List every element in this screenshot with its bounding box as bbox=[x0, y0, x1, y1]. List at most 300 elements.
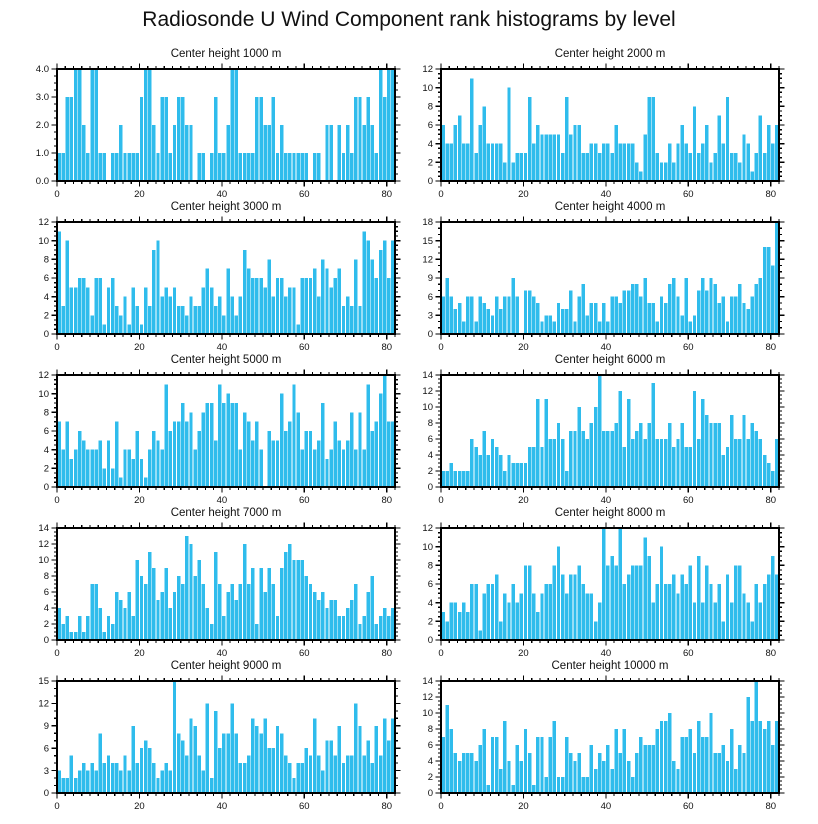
bar bbox=[577, 407, 580, 487]
y-tick-label: 4 bbox=[427, 450, 433, 462]
x-tick-label: 60 bbox=[683, 801, 694, 809]
bar bbox=[549, 737, 552, 793]
bar bbox=[247, 269, 250, 334]
bar bbox=[292, 778, 295, 793]
bar bbox=[540, 737, 543, 793]
bar bbox=[705, 565, 708, 640]
y-tick-label: 12 bbox=[38, 370, 49, 382]
bar bbox=[177, 306, 180, 334]
bar bbox=[173, 422, 176, 487]
bar bbox=[734, 297, 737, 334]
bar bbox=[74, 69, 77, 181]
bar bbox=[268, 431, 271, 487]
bar bbox=[445, 621, 448, 640]
bar bbox=[193, 726, 196, 793]
bar bbox=[144, 69, 147, 181]
bar bbox=[594, 621, 597, 640]
bar bbox=[499, 309, 502, 334]
bar bbox=[367, 741, 370, 793]
bar bbox=[169, 153, 172, 181]
bars-group bbox=[441, 375, 778, 487]
bar bbox=[127, 325, 130, 334]
bar bbox=[722, 144, 725, 181]
bar bbox=[483, 593, 486, 640]
bar bbox=[115, 592, 118, 640]
bar bbox=[656, 584, 659, 640]
bar bbox=[491, 144, 494, 181]
x-tick-label: 80 bbox=[765, 801, 777, 809]
bar bbox=[222, 733, 225, 793]
bar bbox=[247, 153, 250, 181]
bar bbox=[136, 153, 139, 181]
bar bbox=[132, 287, 135, 334]
bar bbox=[610, 297, 613, 334]
bar bbox=[354, 703, 357, 793]
bars-group bbox=[441, 78, 778, 181]
x-tick-label: 20 bbox=[518, 342, 529, 350]
bar bbox=[763, 584, 766, 640]
bar bbox=[66, 422, 69, 487]
y-tick-label: 6 bbox=[427, 291, 433, 303]
bar bbox=[74, 632, 77, 640]
bar bbox=[701, 399, 704, 487]
bar bbox=[693, 391, 696, 487]
bar bbox=[771, 471, 774, 487]
histogram-plot-1000m bbox=[17, 45, 417, 197]
bar bbox=[189, 412, 192, 487]
bar bbox=[202, 287, 205, 334]
bar bbox=[462, 471, 465, 487]
bar bbox=[709, 162, 712, 181]
bar bbox=[701, 278, 704, 334]
bar bbox=[697, 153, 700, 181]
bar bbox=[144, 741, 147, 793]
y-tick-label: 4 bbox=[427, 138, 433, 150]
bar bbox=[590, 144, 593, 181]
bar bbox=[301, 153, 304, 181]
bar bbox=[767, 125, 770, 181]
bar bbox=[354, 450, 357, 487]
bar bbox=[132, 153, 135, 181]
bar bbox=[619, 528, 622, 640]
bar bbox=[664, 584, 667, 640]
bar bbox=[569, 134, 572, 181]
bar bbox=[292, 560, 295, 640]
bar bbox=[185, 125, 188, 181]
bar bbox=[536, 737, 539, 793]
x-tick-label: 40 bbox=[216, 801, 228, 809]
bar bbox=[450, 603, 453, 640]
y-tick-label: 12 bbox=[422, 64, 433, 76]
bar bbox=[631, 284, 634, 334]
bar bbox=[705, 290, 708, 334]
bar bbox=[383, 375, 386, 487]
bar bbox=[111, 763, 114, 793]
bar bbox=[478, 297, 481, 334]
bar bbox=[577, 125, 580, 181]
y-tick-label: 15 bbox=[38, 676, 49, 688]
x-tick-label: 40 bbox=[600, 342, 612, 350]
bar bbox=[614, 125, 617, 181]
bar bbox=[528, 565, 531, 640]
bar bbox=[466, 297, 469, 334]
y-tick-label: 14 bbox=[38, 523, 49, 535]
bar bbox=[346, 440, 349, 487]
bar bbox=[454, 603, 457, 640]
bar bbox=[763, 153, 766, 181]
bar bbox=[746, 144, 749, 181]
bar bbox=[251, 440, 254, 487]
bar bbox=[243, 250, 246, 334]
bar bbox=[767, 463, 770, 487]
y-tick-label: 2 bbox=[427, 466, 433, 478]
bar bbox=[652, 745, 655, 793]
bar bbox=[292, 153, 295, 181]
bar bbox=[301, 450, 304, 487]
bar bbox=[639, 172, 642, 181]
x-tick-label: 80 bbox=[765, 495, 777, 503]
bar bbox=[693, 603, 696, 640]
bar bbox=[210, 778, 213, 793]
bar bbox=[169, 431, 172, 487]
bar bbox=[177, 422, 180, 487]
y-tick-label: 8 bbox=[427, 560, 433, 572]
bar bbox=[676, 144, 679, 181]
bar bbox=[734, 153, 737, 181]
bar bbox=[582, 777, 585, 793]
bar bbox=[152, 250, 155, 334]
bar bbox=[569, 575, 572, 640]
bar bbox=[458, 612, 461, 640]
bar bbox=[193, 450, 196, 487]
bar bbox=[701, 603, 704, 640]
bar bbox=[198, 756, 201, 793]
bar bbox=[590, 593, 593, 640]
histogram-plot-5000m bbox=[17, 351, 417, 503]
bar bbox=[152, 431, 155, 487]
bar bbox=[325, 125, 328, 181]
bar bbox=[107, 440, 110, 487]
bar bbox=[458, 761, 461, 793]
bar bbox=[99, 440, 102, 487]
bar bbox=[317, 297, 320, 334]
bar bbox=[305, 153, 308, 181]
bar bbox=[478, 631, 481, 640]
bar bbox=[598, 153, 601, 181]
bar bbox=[606, 431, 609, 487]
bar bbox=[350, 306, 353, 334]
panel-title: Center height 3000 m bbox=[170, 201, 282, 213]
bar bbox=[362, 450, 365, 487]
x-tick-label: 80 bbox=[381, 648, 393, 656]
bar bbox=[602, 431, 605, 487]
bar bbox=[156, 241, 159, 334]
bar bbox=[214, 97, 217, 181]
bar bbox=[94, 278, 97, 334]
bar bbox=[284, 153, 287, 181]
bar bbox=[165, 97, 168, 181]
bar bbox=[445, 705, 448, 793]
bar bbox=[280, 125, 283, 181]
bar bbox=[160, 297, 163, 334]
bar bbox=[454, 125, 457, 181]
bar bbox=[627, 144, 630, 181]
bar bbox=[660, 721, 663, 793]
x-tick-label: 20 bbox=[134, 801, 145, 809]
bar bbox=[181, 97, 184, 181]
x-tick-label: 60 bbox=[299, 801, 310, 809]
bar bbox=[557, 777, 560, 793]
bar bbox=[309, 278, 312, 334]
bar bbox=[771, 556, 774, 640]
bar bbox=[325, 608, 328, 640]
y-tick-label: 0 bbox=[43, 788, 49, 800]
y-tick-label: 9 bbox=[427, 273, 433, 285]
bar bbox=[763, 729, 766, 793]
bar bbox=[755, 584, 758, 640]
bar bbox=[107, 756, 110, 793]
bar bbox=[206, 608, 209, 640]
bar bbox=[738, 745, 741, 793]
bar bbox=[606, 745, 609, 793]
bar bbox=[561, 153, 564, 181]
bar bbox=[82, 763, 85, 793]
bar bbox=[483, 729, 486, 793]
y-tick-label: 8 bbox=[427, 418, 433, 430]
bar bbox=[516, 603, 519, 640]
bar bbox=[619, 144, 622, 181]
bar bbox=[371, 576, 374, 640]
bar bbox=[668, 144, 671, 181]
bar bbox=[210, 624, 213, 640]
bar bbox=[610, 153, 613, 181]
bar bbox=[148, 748, 151, 793]
bar bbox=[499, 455, 502, 487]
bar bbox=[478, 125, 481, 181]
y-tick-label: 3.0 bbox=[35, 92, 49, 104]
bar bbox=[680, 315, 683, 334]
bar bbox=[540, 447, 543, 487]
bar bbox=[664, 303, 667, 334]
x-tick-label: 60 bbox=[683, 648, 694, 656]
bar bbox=[528, 97, 531, 181]
bar bbox=[276, 726, 279, 793]
bar bbox=[160, 450, 163, 487]
bar bbox=[214, 440, 217, 487]
y-tick-label: 6 bbox=[427, 740, 433, 752]
bar bbox=[647, 97, 650, 181]
bar bbox=[243, 544, 246, 640]
bar bbox=[751, 621, 754, 640]
bar bbox=[503, 721, 506, 793]
bar bbox=[610, 431, 613, 487]
bar bbox=[189, 297, 192, 334]
bar bbox=[301, 278, 304, 334]
y-tick-label: 0 bbox=[427, 788, 433, 800]
bar bbox=[652, 383, 655, 487]
bar bbox=[193, 576, 196, 640]
bar bbox=[610, 556, 613, 640]
bar bbox=[115, 306, 118, 334]
bar bbox=[78, 278, 81, 334]
x-tick-label: 20 bbox=[518, 648, 529, 656]
bar bbox=[371, 763, 374, 793]
bar bbox=[251, 568, 254, 640]
bar bbox=[705, 415, 708, 487]
bars-group bbox=[441, 528, 778, 640]
bar bbox=[516, 153, 519, 181]
bar bbox=[734, 439, 737, 487]
bar bbox=[358, 412, 361, 487]
bar bbox=[751, 423, 754, 487]
bar bbox=[334, 600, 337, 640]
bar bbox=[235, 600, 238, 640]
bar bbox=[119, 315, 122, 334]
bar bbox=[115, 763, 118, 793]
bar bbox=[722, 297, 725, 334]
bar bbox=[450, 144, 453, 181]
bar bbox=[181, 403, 184, 487]
bar bbox=[623, 729, 626, 793]
bar bbox=[86, 287, 89, 334]
bar bbox=[685, 278, 688, 334]
bar bbox=[321, 592, 324, 640]
bar bbox=[239, 763, 242, 793]
bar bbox=[598, 322, 601, 334]
bar bbox=[259, 568, 262, 640]
bar bbox=[627, 575, 630, 640]
bar bbox=[148, 450, 151, 487]
bar bbox=[115, 422, 118, 487]
bar bbox=[701, 144, 704, 181]
bar bbox=[751, 172, 754, 181]
histogram-panel-2000m bbox=[401, 45, 801, 197]
bar bbox=[111, 278, 114, 334]
bar bbox=[730, 153, 733, 181]
bar bbox=[582, 431, 585, 487]
bar bbox=[676, 593, 679, 640]
bar bbox=[169, 771, 172, 793]
bar bbox=[672, 447, 675, 487]
bar bbox=[499, 621, 502, 640]
bar bbox=[362, 231, 365, 334]
bar bbox=[532, 447, 535, 487]
bar bbox=[119, 600, 122, 640]
y-tick-label: 6 bbox=[427, 120, 433, 132]
y-tick-label: 4 bbox=[43, 291, 49, 303]
y-tick-label: 8 bbox=[43, 254, 49, 266]
bar bbox=[156, 600, 159, 640]
bar bbox=[313, 450, 316, 487]
bar bbox=[487, 455, 490, 487]
bar bbox=[598, 603, 601, 640]
bar bbox=[383, 241, 386, 334]
bar bbox=[631, 439, 634, 487]
bar bbox=[160, 97, 163, 181]
y-tick-label: 6 bbox=[43, 743, 49, 755]
bar bbox=[309, 756, 312, 793]
bar bbox=[491, 737, 494, 793]
bars-group bbox=[441, 222, 778, 334]
bar bbox=[251, 278, 254, 334]
bar bbox=[198, 560, 201, 640]
bar bbox=[664, 721, 667, 793]
bars-group bbox=[57, 231, 394, 334]
bar bbox=[334, 756, 337, 793]
bar bbox=[676, 297, 679, 334]
x-tick-label: 40 bbox=[600, 801, 612, 809]
x-tick-label: 0 bbox=[438, 648, 444, 656]
bar bbox=[346, 297, 349, 334]
bar bbox=[375, 153, 378, 181]
bar bbox=[602, 528, 605, 640]
bar bbox=[358, 97, 361, 181]
bar bbox=[610, 769, 613, 793]
bar bbox=[74, 450, 77, 487]
bar bbox=[309, 431, 312, 487]
bar bbox=[623, 290, 626, 334]
bar bbox=[247, 756, 250, 793]
bar bbox=[495, 447, 498, 487]
bar bbox=[350, 153, 353, 181]
bar bbox=[722, 455, 725, 487]
bar bbox=[685, 447, 688, 487]
bar bbox=[594, 407, 597, 487]
bar bbox=[466, 144, 469, 181]
bar bbox=[177, 576, 180, 640]
bar bbox=[272, 440, 275, 487]
bar bbox=[767, 575, 770, 640]
bar bbox=[251, 153, 254, 181]
bar bbox=[582, 584, 585, 640]
bar bbox=[263, 718, 266, 793]
x-tick-label: 0 bbox=[54, 189, 60, 197]
bar bbox=[639, 297, 642, 334]
bar bbox=[643, 745, 646, 793]
x-tick-label: 80 bbox=[381, 189, 393, 197]
bar bbox=[74, 778, 77, 793]
bar bbox=[111, 153, 114, 181]
y-tick-label: 12 bbox=[422, 254, 433, 266]
bar bbox=[276, 153, 279, 181]
bar bbox=[594, 769, 597, 793]
bar bbox=[70, 97, 73, 181]
bar bbox=[672, 575, 675, 640]
bar bbox=[569, 290, 572, 334]
bar bbox=[751, 721, 754, 793]
bar bbox=[722, 621, 725, 640]
bar bbox=[350, 756, 353, 793]
bar bbox=[738, 439, 741, 487]
y-tick-label: 10 bbox=[422, 402, 433, 414]
bar bbox=[528, 447, 531, 487]
bar bbox=[362, 756, 365, 793]
bar bbox=[296, 763, 299, 793]
bar bbox=[532, 785, 535, 793]
bar bbox=[78, 69, 81, 181]
bar bbox=[86, 450, 89, 487]
bar bbox=[751, 297, 754, 334]
bar bbox=[639, 737, 642, 793]
y-tick-label: 6 bbox=[43, 273, 49, 285]
bar bbox=[742, 753, 745, 793]
bar bbox=[243, 763, 246, 793]
bar bbox=[590, 423, 593, 487]
bar bbox=[676, 769, 679, 793]
bar bbox=[375, 422, 378, 487]
bar bbox=[771, 745, 774, 793]
bar bbox=[619, 303, 622, 334]
